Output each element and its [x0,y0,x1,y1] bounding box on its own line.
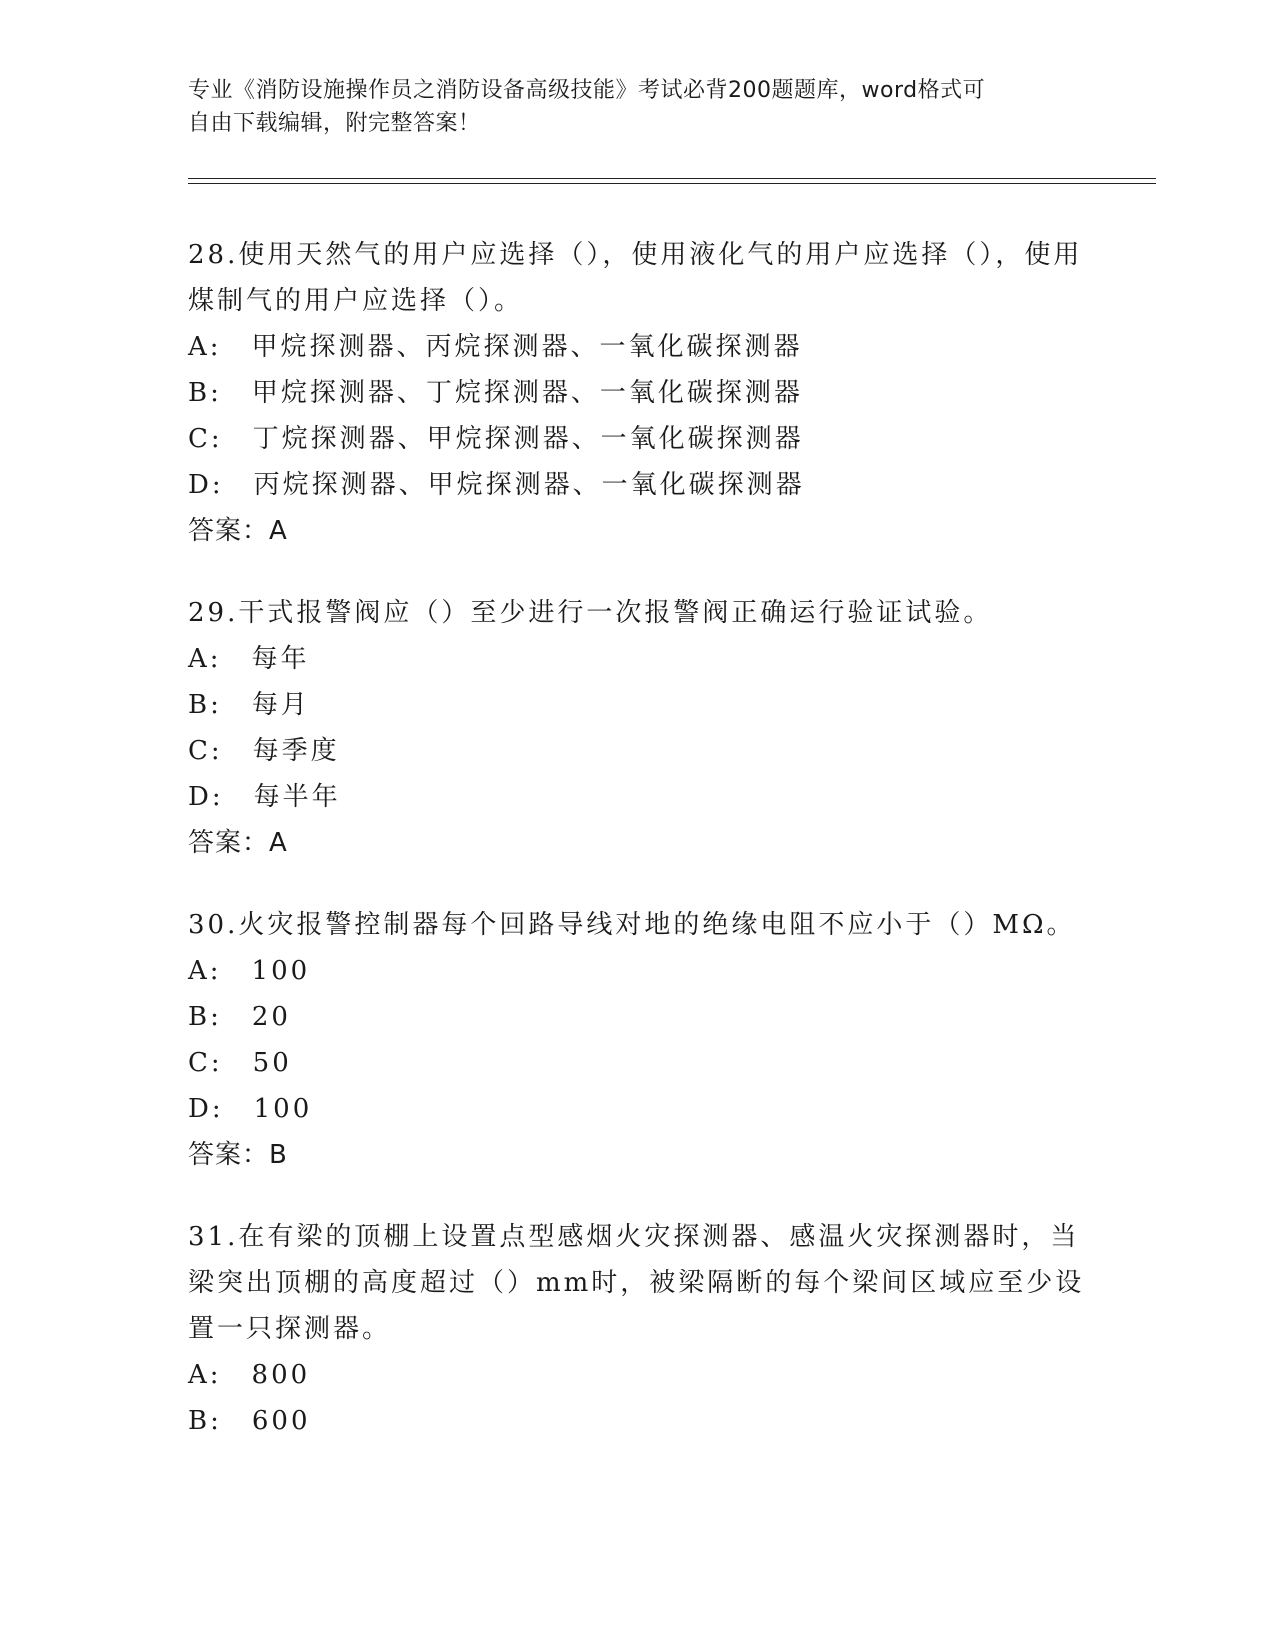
option-c [188,1040,1088,1086]
option-text: 甲烷探测器、丁烷探测器、一氧化碳探测器 [251,378,803,408]
option-a [188,636,1088,682]
option-text: 600 [251,1406,311,1436]
question-text: 29.干式报警阀应（）至少进行一次报警阀正确运行验证试验。 [188,598,993,628]
question-text: 30.火灾报警控制器每个回路导线对地的绝缘电阻不应小于（）MΩ。 [188,910,1076,940]
header-divider-bottom [188,183,1156,184]
option-key: D: [188,470,224,500]
option-a [188,324,1088,370]
option-key: C: [188,424,223,454]
option-b [188,370,1088,416]
header-divider-top [188,178,1156,179]
option-d [188,1086,1088,1132]
option-c [188,728,1088,774]
option-key: B: [188,1406,222,1436]
option-key: A: [188,956,222,986]
option-key: D: [188,782,224,812]
option-b [188,1398,1088,1444]
option-text: 100 [253,1094,313,1124]
question-text: 28.使用天然气的用户应选择（），使用液化气的用户应选择（），使用煤制气的用户应选择（）。 [188,240,1083,316]
option-b [188,994,1088,1040]
header-line-1: 专业《消防设施操作员之消防设备高级技能》考试必背200题题库，word格式可 [188,78,986,103]
answer-line: 答案：A [188,828,288,858]
option-d [188,774,1088,820]
option-key: B: [188,1002,222,1032]
question-list [188,232,1088,1480]
option-text: 50 [252,1048,292,1078]
option-a [188,1352,1088,1398]
option-text: 丁烷探测器、甲烷探测器、一氧化碳探测器 [252,424,804,454]
option-key: B: [188,690,222,720]
option-text: 每年 [251,644,310,674]
answer-line: 答案：A [188,516,288,546]
question-28 [188,232,1088,554]
question-30 [188,902,1088,1178]
option-key: A: [188,332,222,362]
option-b [188,682,1088,728]
option-text: 丙烷探测器、甲烷探测器、一氧化碳探测器 [253,470,805,500]
header-line-2: 自由下载编辑，附完整答案！ [188,111,481,136]
option-key: D: [188,1094,224,1124]
option-text: 甲烷探测器、丙烷探测器、一氧化碳探测器 [251,332,803,362]
option-c [188,416,1088,462]
option-text: 每季度 [252,736,340,766]
question-31 [188,1214,1088,1444]
question-text: 31.在有梁的顶棚上设置点型感烟火灾探测器、感温火灾探测器时，当梁突出顶棚的高度超过（）mm时，被梁隔断的每个梁间区域应至少设置一只探测器。 [188,1222,1085,1344]
option-text: 100 [251,956,311,986]
option-text: 20 [251,1002,291,1032]
option-text: 800 [251,1360,311,1390]
option-key: A: [188,1360,222,1390]
option-key: A: [188,644,222,674]
option-d [188,462,1088,508]
question-29 [188,590,1088,866]
option-a [188,948,1088,994]
answer-line: 答案：B [188,1140,288,1170]
option-text: 每月 [251,690,310,720]
option-key: B: [188,378,222,408]
option-key: C: [188,736,223,766]
document-header [188,74,1088,140]
option-text: 每半年 [253,782,341,812]
option-key: C: [188,1048,223,1078]
